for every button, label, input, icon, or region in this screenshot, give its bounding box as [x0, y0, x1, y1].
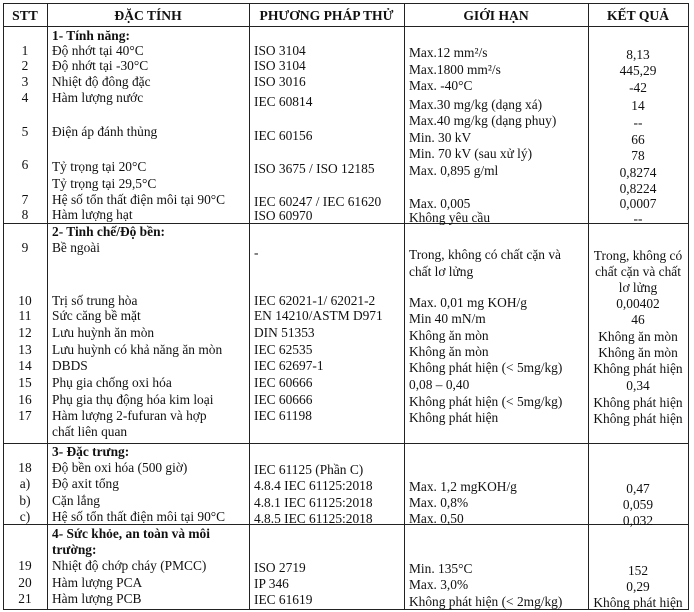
- row-number: 4: [21, 90, 29, 105]
- result-value: Không phát hiện: [593, 595, 683, 610]
- result-value: Không ăn mòn: [598, 329, 678, 344]
- property-name: Độ axit tổng: [52, 476, 119, 491]
- property-name: Nhiệt độ chớp cháy (PMCC): [52, 558, 207, 573]
- row-number: 11: [18, 308, 32, 323]
- table-border-right: [688, 3, 689, 610]
- limit-value: Max.12 mm²/s: [409, 45, 488, 60]
- row-number: c): [19, 509, 31, 524]
- limit-value: Trong, không có chất cặn và: [409, 247, 561, 262]
- test-method: ISO 3016: [254, 74, 306, 89]
- row-number: 17: [18, 408, 32, 423]
- property-name: Hệ số tổn thất điện môi tại 90°C: [52, 509, 226, 524]
- property-name: Phụ gia chống oxi hóa: [52, 375, 172, 390]
- section-title: 2- Tinh chế/Độ bền:: [52, 224, 165, 239]
- test-method: IEC 60247 / IEC 61620: [254, 194, 382, 209]
- row-number: 21: [18, 591, 32, 606]
- property-name: Cặn lắng: [52, 493, 100, 508]
- test-method: IP 346: [254, 576, 289, 591]
- column-divider: [249, 3, 250, 610]
- test-method: IEC 60156: [254, 128, 313, 143]
- header-method: PHƯƠNG PHÁP THỬ: [259, 8, 394, 23]
- test-method: IEC 61125 (Phần C): [254, 462, 364, 477]
- header-result: KẾT QUẢ: [606, 8, 670, 23]
- test-method: ISO 3675 / ISO 12185: [254, 161, 375, 176]
- row-number: 9: [21, 240, 29, 255]
- property-name: Hàm lượng 2-fufuran và hợp: [52, 408, 207, 423]
- limit-value: Max. 0,50: [409, 511, 464, 526]
- row-number: 1: [21, 43, 29, 58]
- property-name: Điện áp đánh thủng: [52, 124, 158, 139]
- limit-value: Không phát hiện: [409, 410, 499, 425]
- row-number: 6: [21, 157, 29, 172]
- result-value: Không phát hiện: [593, 411, 683, 426]
- property-name: Lưu huỳnh ăn mòn: [52, 325, 155, 340]
- property-name: Độ bền oxi hóa (500 giờ): [52, 460, 188, 475]
- row-number: a): [19, 476, 31, 491]
- limit-value: Max. 3,0%: [409, 577, 469, 592]
- limit-value: Min. 30 kV: [409, 130, 472, 145]
- section-title: 3- Đặc trưng:: [52, 444, 130, 459]
- property-name: Hệ số tổn thất điện môi tại 90°C: [52, 192, 226, 207]
- test-method: 4.8.5 IEC 61125:2018: [254, 511, 373, 526]
- result-value: Không phát hiện: [593, 361, 683, 376]
- property-name: Tỷ trọng tại 20°C: [52, 159, 147, 174]
- column-divider: [404, 3, 405, 610]
- property-name: Bề ngoài: [52, 240, 100, 255]
- limit-value: Min 40 mN/m: [409, 311, 486, 326]
- result-value: -42: [629, 80, 647, 95]
- test-method: IEC 62697-1: [254, 358, 324, 373]
- result-value: 152: [627, 563, 649, 578]
- limit-value: Max.30 mg/kg (dạng xá): [409, 97, 543, 112]
- test-method: IEC 62535: [254, 342, 313, 357]
- section-title: 4- Sức khỏe, an toàn và môi: [52, 526, 210, 541]
- row-number: 8: [21, 207, 29, 222]
- limit-value: Không phát hiện (< 2mg/kg): [409, 594, 563, 609]
- result-value: 0,29: [626, 579, 650, 594]
- result-value: 8,13: [626, 47, 650, 62]
- property-name: Trị số trung hòa: [52, 293, 138, 308]
- property-name: Sức căng bề mặt: [52, 308, 141, 323]
- result-value: Trong, không có: [593, 248, 683, 263]
- test-method: EN 14210/ASTM D971: [254, 308, 383, 323]
- test-method: -: [254, 245, 259, 260]
- column-divider: [47, 3, 48, 610]
- limit-value: Min. 135°C: [409, 561, 473, 576]
- result-value: Không ăn mòn: [598, 345, 678, 360]
- result-value: 46: [631, 312, 645, 327]
- property-name: chất liên quan: [52, 424, 128, 439]
- result-value: 0,00402: [616, 296, 660, 311]
- test-method: ISO 3104: [254, 58, 306, 73]
- limit-value: Không ăn mòn: [409, 328, 489, 343]
- result-value: --: [633, 211, 643, 226]
- table-border-top: [3, 3, 689, 4]
- property-name: Hàm lượng nước: [52, 90, 144, 105]
- result-value: 78: [631, 148, 645, 163]
- result-value: 0,0007: [619, 196, 657, 211]
- property-name: Độ nhớt tại -30°C: [52, 58, 149, 73]
- property-name: DBDS: [52, 358, 88, 373]
- limit-value: Không yêu cầu: [409, 210, 491, 225]
- result-value: 0,032: [622, 513, 654, 528]
- limit-value: chất lơ lửng: [409, 264, 474, 279]
- header-stt: STT: [12, 8, 38, 23]
- test-method: IEC 60814: [254, 94, 313, 109]
- row-number: 13: [18, 342, 32, 357]
- limit-value: Max.1800 mm²/s: [409, 62, 501, 77]
- result-value: 0,8274: [619, 165, 657, 180]
- property-name: Lưu huỳnh có khả năng ăn mòn: [52, 342, 223, 357]
- result-value: 66: [631, 132, 645, 147]
- property-name: Hàm lượng PCA: [52, 575, 143, 590]
- result-value: 445,29: [619, 63, 657, 78]
- limit-value: 0,08 – 0,40: [409, 377, 470, 392]
- row-number: 12: [18, 325, 32, 340]
- limit-value: Max. 0,895 g/ml: [409, 163, 499, 178]
- row-number: 10: [18, 293, 32, 308]
- test-method: 4.8.4 IEC 61125:2018: [254, 478, 373, 493]
- property-name: Hàm lượng hạt: [52, 207, 133, 222]
- spec-table: [3, 3, 689, 610]
- limit-value: Max. 0,005: [409, 196, 471, 211]
- test-method: IEC 61198: [254, 408, 312, 423]
- section-title: trường:: [52, 542, 97, 557]
- limit-value: Max. 0,01 mg KOH/g: [409, 295, 527, 310]
- limit-value: Không ăn mòn: [409, 344, 489, 359]
- limit-value: Max. 1,2 mgKOH/g: [409, 479, 517, 494]
- header-limit: GIỚI HẠN: [463, 8, 529, 23]
- test-method: IEC 62021-1/ 62021-2: [254, 293, 376, 308]
- result-value: 14: [631, 98, 645, 113]
- row-number: 3: [21, 74, 29, 89]
- limit-value: Min. 70 kV (sau xử lý): [409, 146, 533, 161]
- result-value: 0,8224: [619, 181, 657, 196]
- row-number: 2: [21, 58, 29, 73]
- header-divider: [3, 26, 689, 27]
- limit-value: Max. -40°C: [409, 78, 473, 93]
- limit-value: Max. 0,8%: [409, 495, 469, 510]
- limit-value: Không phát hiện (< 5mg/kg): [409, 360, 563, 375]
- row-number: 5: [21, 124, 29, 139]
- test-method: IEC 60666: [254, 392, 313, 407]
- property-name: Độ nhớt tại 40°C: [52, 43, 144, 58]
- result-value: chất cặn và chất: [595, 264, 681, 279]
- header-property: ĐẶC TÍNH: [114, 8, 182, 23]
- property-name: Phụ gia thụ động hóa kim loại: [52, 392, 214, 407]
- row-number: 14: [18, 358, 32, 373]
- test-method: IEC 60666: [254, 375, 313, 390]
- table-border-bottom: [3, 609, 689, 610]
- property-name: Tỷ trọng tại 29,5°C: [52, 176, 157, 191]
- row-number: 18: [18, 460, 32, 475]
- test-method: ISO 3104: [254, 43, 306, 58]
- row-number: 15: [18, 375, 32, 390]
- limit-value: Không phát hiện (< 5mg/kg): [409, 394, 563, 409]
- test-method: ISO 60970: [254, 208, 313, 223]
- test-method: DIN 51353: [254, 325, 315, 340]
- result-value: 0,47: [626, 481, 650, 496]
- section-title: 1- Tính năng:: [52, 28, 130, 43]
- test-method: IEC 61619: [254, 592, 313, 607]
- test-method: ISO 2719: [254, 560, 306, 575]
- row-number: 20: [18, 575, 32, 590]
- row-number: 7: [21, 192, 29, 207]
- result-value: Không phát hiện: [593, 395, 683, 410]
- result-value: 0,059: [622, 497, 654, 512]
- limit-value: Max.40 mg/kg (dạng phuy): [409, 113, 557, 128]
- row-number: 16: [18, 392, 32, 407]
- result-value: 0,34: [626, 378, 650, 393]
- row-number: b): [19, 493, 31, 508]
- row-number: 19: [18, 558, 32, 573]
- property-name: Hàm lượng PCB: [52, 591, 142, 606]
- result-value: lơ lửng: [618, 280, 658, 295]
- test-method: 4.8.1 IEC 61125:2018: [254, 495, 373, 510]
- property-name: Nhiệt độ đông đặc: [52, 74, 151, 89]
- result-value: --: [633, 115, 643, 130]
